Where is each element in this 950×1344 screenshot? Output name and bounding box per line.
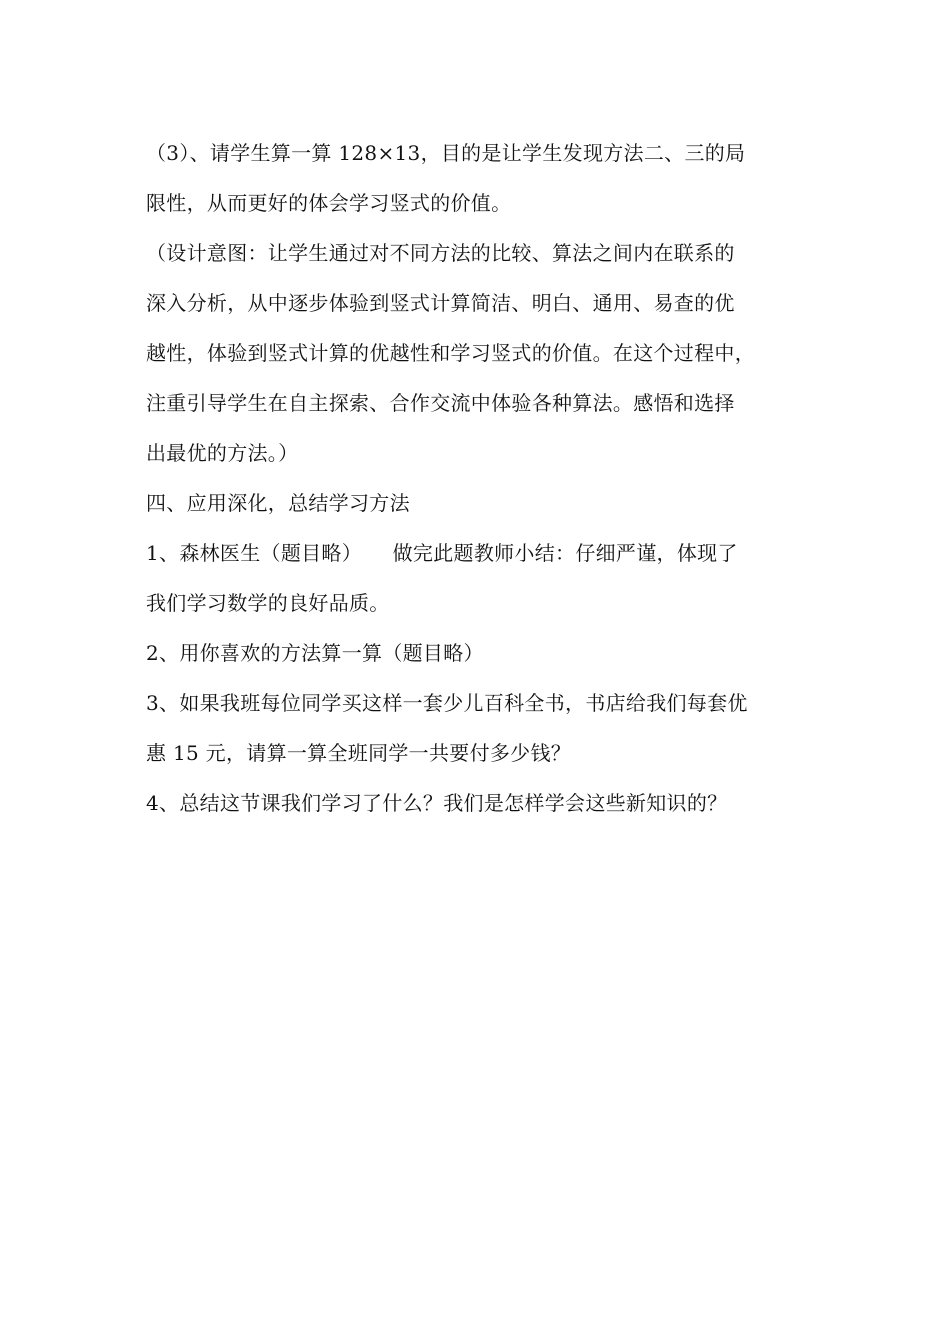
document-body	[146, 128, 826, 828]
text-line: 3、如果我班每位同学买这样一套少儿百科全书，书店给我们每套优	[146, 691, 748, 715]
text-line: 2、用你喜欢的方法算一算（题目略）	[146, 641, 484, 665]
text-line: 注重引导学生在自主探索、合作交流中体验各种算法。感悟和选择	[146, 391, 735, 415]
text-line: 惠 15 元，请算一算全班同学一共要付多少钱？	[146, 741, 572, 765]
text-line: 深入分析，从中逐步体验到竖式计算简洁、明白、通用、易查的优	[146, 291, 735, 315]
text-line: （3）、请学生算一算 128×13，目的是让学生发现方法二、三的局	[146, 141, 746, 165]
text-line: 限性，从而更好的体会学习竖式的价值。	[146, 191, 512, 215]
text-line: 越性，体验到竖式计算的优越性和学习竖式的价值。在这个过程中，	[146, 341, 755, 365]
text-line: 1、森林医生（题目略） 做完此题教师小结：仔细严谨，体现了	[146, 541, 738, 565]
text-line: 4、总结这节课我们学习了什么？我们是怎样学会这些新知识的？	[146, 791, 728, 815]
section-heading: 四、应用深化，总结学习方法	[146, 491, 410, 515]
text-line: 我们学习数学的良好品质。	[146, 591, 390, 615]
text-line: 出最优的方法。）	[146, 441, 299, 465]
text-line: （设计意图：让学生通过对不同方法的比较、算法之间内在联系的	[146, 241, 735, 265]
